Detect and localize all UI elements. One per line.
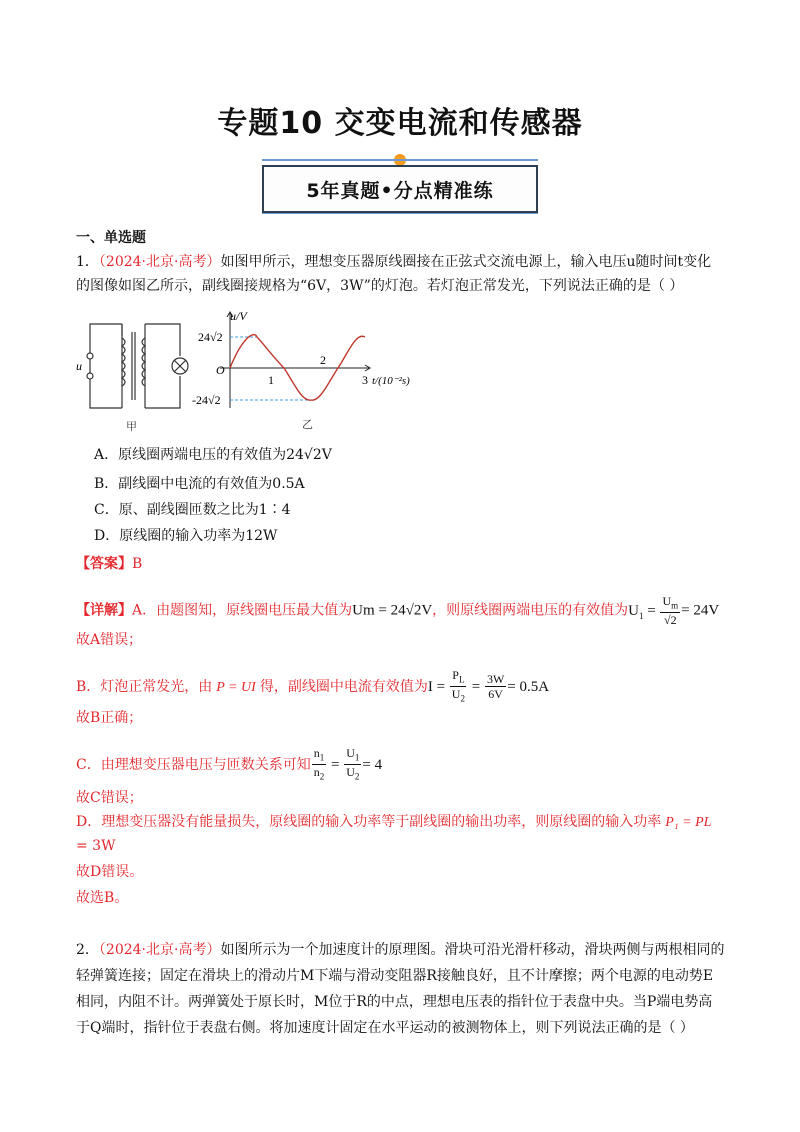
option-a: A．原线圈两端电压的有效值为24√2V [94, 447, 332, 463]
explain-c-text: C．由理想变压器电压与匝数关系可知 [76, 756, 311, 773]
q1-line2: 的图像如图乙所示，副线圈接规格为“6V，3W”的灯泡。若灯泡正常发光，下列说法正确的是（ ） [76, 278, 684, 294]
q2-line2: 轻弹簧连接；固定在滑块上的滑动片M下端与滑动变阻器R接触良好，且不计摩擦；两个电源的电动势E [76, 968, 714, 984]
q2-text1: 如图所示为一个加速度计的原理图。滑块可沿光滑杆移动，滑块两侧与两根相同的 [220, 942, 725, 958]
sine-curve [230, 335, 365, 401]
conclusion-c: 故C错误； [76, 790, 143, 806]
explain-a-math: Um = 24√2V [352, 602, 433, 619]
q2-line1 [76, 940, 724, 960]
banner [262, 165, 538, 213]
explain-b: B．灯泡正常发光，由 P = UI 得，副线圈中电流有效值为I = $\frac{P_L}{U_2}$ = $\frac{3W}{6V}$ = 0.5A [76, 668, 550, 704]
y-axis-label: u/V [230, 309, 247, 323]
page-title: 专题10 交变电流和传感器 [217, 106, 583, 141]
explain-c: C．由理想变压器电压与匝数关系可知 $\frac{n_1}{n_2}$ = $\frac{U_1}{U_2}$ = 4 [76, 746, 383, 782]
x-tick-1: 1 [268, 373, 274, 387]
conclusion-a: 故A错误； [76, 632, 143, 648]
answer-tag: 【答案】 [76, 556, 132, 572]
i-symbol: I = [427, 678, 449, 695]
explain-a-result: = 24V [681, 602, 720, 619]
u1-fraction: $\frac{U_m}{√2}$ [662, 594, 679, 628]
q1-source: （2024·北京·高考） [98, 254, 221, 270]
q2-source: （2024·北京·高考） [98, 942, 221, 958]
explain-b-result: = 0.5A [507, 678, 550, 695]
explain-d-2: = 3W [76, 838, 116, 854]
n-fraction: $\frac{n_1}{n_2}$ [313, 746, 325, 782]
explain-d-formula: P₁ = PL [665, 815, 712, 830]
figure-jia-label: 甲 [126, 420, 137, 433]
conclusion-b: 故B正确； [76, 710, 143, 726]
answer-value: B [132, 556, 143, 572]
explain-a [76, 594, 719, 627]
option-c: C．原、副线圈匝数之比为1∶4 [94, 502, 291, 518]
explain-a-text2: ，则原线圈两端电压的有效值为 [432, 602, 629, 619]
conclusion-d: 故D错误。 [76, 864, 144, 880]
explain-a-text: A．由题图知，原线圈电压最大值为 [132, 602, 353, 619]
pl-fraction: $\frac{P_L}{U_2}$ [451, 668, 465, 704]
origin-label: O [216, 363, 225, 377]
q2-line4: 于Q端时，指针位于表盘右侧。将加速度计固定在水平运动的被测物体上，则下列说法正确的是（ ） [76, 1020, 694, 1036]
explain-d [76, 812, 711, 833]
q1-text1: 如图甲所示，理想变压器原线圈接在正弦式交流电源上，输入电压u随时间t变化 [220, 254, 712, 270]
explain-d-text: D．理想变压器没有能量损失，原线圈的输入功率等于副线圈的输出功率，则原线圈的输入功率 [76, 814, 662, 830]
y-max-label: 24√2 [198, 330, 223, 344]
answer-line [76, 554, 142, 574]
x-axis-label: t/(10⁻²s) [372, 375, 410, 387]
explain-tag: 【详解】 [76, 602, 132, 619]
explain-b-text: B．灯泡正常发光，由 [76, 678, 213, 695]
explain-b-formula: P = UI [216, 679, 256, 695]
option-d: D．原线圈的输入功率为12W [94, 528, 278, 544]
u-fraction: $\frac{U_1}{U_2}$ [346, 746, 360, 782]
explain-c-result: = 4 [362, 756, 383, 773]
u-label: u [76, 359, 82, 373]
figure-yi-graph [190, 308, 430, 432]
y-min-label: -24√2 [192, 393, 221, 407]
explain-b-text2: 得，副线圈中电流有效值为 [259, 678, 428, 695]
section-heading: 一、单选题 [76, 230, 146, 246]
banner-line-top [262, 159, 538, 161]
u1-symbol: $U_1$ = [628, 602, 660, 621]
banner-text: 5年真题•分点精准练 [306, 179, 494, 202]
figure-yi-label: 乙 [302, 418, 313, 431]
q1-line1 [76, 252, 711, 272]
q1-number: 1． [76, 254, 99, 270]
q2-line3: 相同，内阻不计。两弹簧处于原长时，M位于R的中点，理想电压表的指针位于表盘中央。当P端电势高 [76, 994, 713, 1010]
final-answer: 故选B。 [76, 890, 129, 906]
option-b: B．副线圈中电流的有效值为0.5A [94, 476, 305, 492]
figure-jia-circuit [70, 310, 210, 440]
q2-number: 2． [76, 942, 99, 958]
x-tick-3: 3 [362, 373, 368, 387]
w-fraction: $\frac{3W}{6V}$ [486, 672, 505, 702]
x-tick-2: 2 [320, 353, 326, 367]
